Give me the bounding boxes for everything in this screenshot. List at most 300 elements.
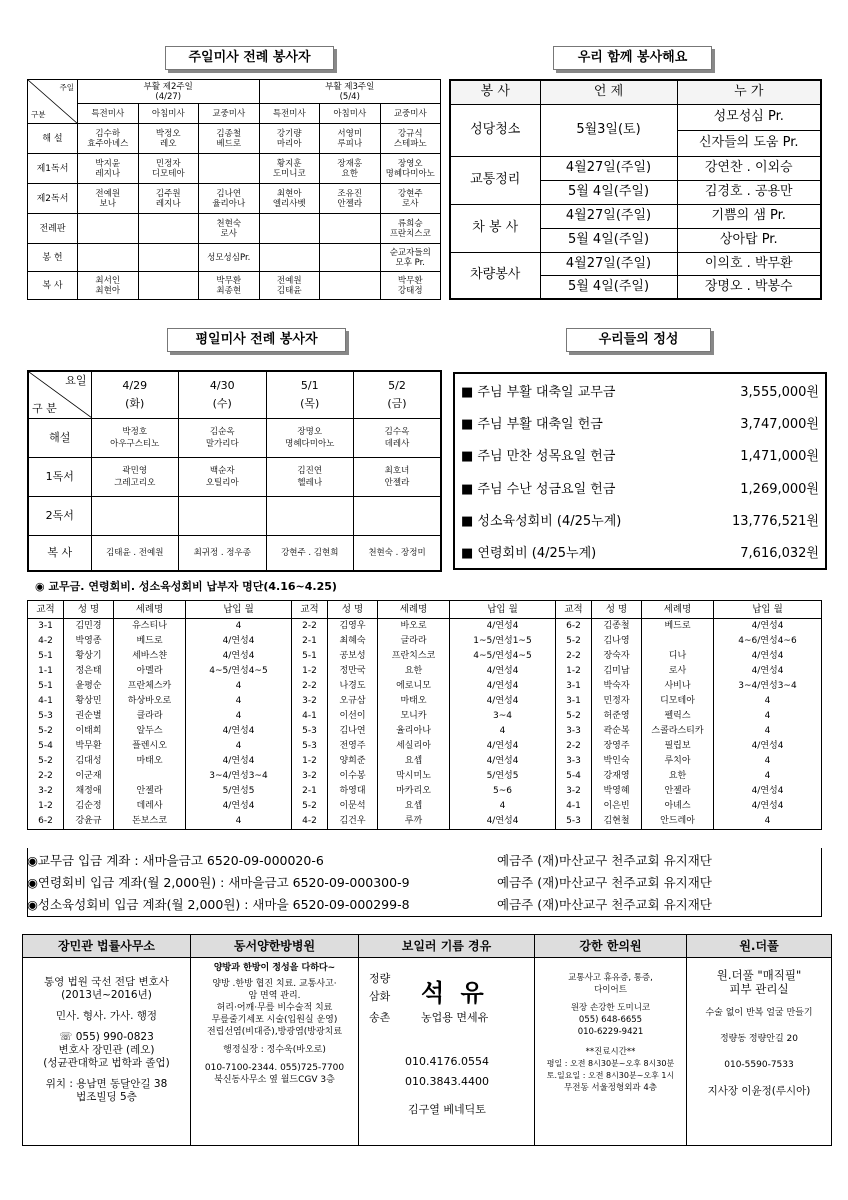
corner-top-label: 요일	[65, 374, 87, 387]
payer-cell: 나경도	[328, 679, 378, 694]
ad-line: 삼화	[369, 990, 391, 1003]
mass-header: 특전미사	[259, 104, 320, 124]
day-header: 5/2 (금)	[354, 371, 442, 419]
offering-amount: 3,747,000원	[740, 416, 819, 432]
payer-cell: 2-2	[556, 649, 592, 664]
who-cell: 성모성심 Pr.	[677, 104, 821, 130]
cell: 김진연 헬레나	[266, 458, 354, 497]
payer-cell: 바오로	[378, 619, 450, 635]
cell	[320, 272, 381, 300]
payer-cell: 4	[186, 679, 292, 694]
ad-body	[687, 958, 831, 1098]
group-name: 차 봉 사	[450, 204, 540, 252]
payer-cell: 안드레아	[642, 814, 714, 830]
together-table	[449, 79, 822, 300]
cell: 박지윤 레지나	[78, 154, 139, 184]
ad-line: 무전동 서울정형외과 4층	[564, 1083, 657, 1093]
ad-line: 교통사고 휴유증, 통증,	[568, 973, 653, 983]
ad-line: 다이어트	[594, 985, 627, 995]
cell: 최현아 엘리사벳	[259, 184, 320, 214]
cell: 장영오 명혜다미아노	[380, 154, 441, 184]
payer-cell: 필립보	[642, 739, 714, 754]
cell: 김태윤 . 전예원	[91, 536, 179, 571]
table-row	[28, 799, 822, 814]
payer-cell: 클라라	[114, 709, 186, 724]
payer-cell: 안젤라	[114, 784, 186, 799]
cell: 박무환 최종현	[199, 272, 260, 300]
payer-cell: 4/연성4	[186, 799, 292, 814]
ad-line: 북신동사무소 옆 월드CGV 3층	[214, 1075, 335, 1085]
ad-line: 055) 648-6655	[578, 1015, 643, 1025]
payer-cell: 황상기	[64, 649, 114, 664]
payer-cell: 이태희	[64, 724, 114, 739]
when-cell: 5월 4일(주일)	[540, 275, 677, 299]
ad-clinic	[535, 935, 687, 1145]
payer-cell: 4	[714, 709, 822, 724]
payer-cell: 마태오	[114, 754, 186, 769]
header-baptism: 세례명	[378, 601, 450, 619]
account-left: ◉연령회비 입금 계좌(월 2,000원) : 새마을금고 6520-09-000300-9	[27, 875, 410, 890]
payer-cell: 5/연성5	[186, 784, 292, 799]
ad-line: 전립선염(비대증),방광염(방광치료	[206, 1027, 343, 1037]
ad-line	[687, 1020, 831, 1032]
table-row	[28, 649, 822, 664]
payer-cell: 4-2	[292, 814, 328, 830]
table-row	[28, 694, 822, 709]
ad-line	[535, 1038, 686, 1046]
payer-cell: 요셉	[378, 799, 450, 814]
payer-cell: 4~5/연성4~5	[186, 664, 292, 679]
cell: 곽민영 그레고리오	[91, 458, 179, 497]
who-cell: 장명오 . 박봉수	[677, 275, 821, 299]
payer-cell: 강재영	[592, 769, 642, 784]
payer-cell: 프란체스카	[114, 679, 186, 694]
payer-cell: 모니카	[378, 709, 450, 724]
ad-hospital	[191, 935, 359, 1145]
cell	[91, 497, 179, 536]
payer-cell: 4/연성4	[186, 649, 292, 664]
cell: 전예원 보나	[78, 184, 139, 214]
payer-cell: 김대성	[64, 754, 114, 769]
header-month: 납입 월	[714, 601, 822, 619]
offering-amount: 1,269,000원	[740, 481, 819, 497]
account-right: 예금주 (재)마산교구 천주교회 유지재단	[497, 897, 712, 912]
header-month: 납입 월	[450, 601, 556, 619]
cell: 장재홍 요한	[320, 154, 381, 184]
ad-line: 010-7100-2344. 055)725-7700	[204, 1063, 345, 1073]
payer-cell: 곽순복	[592, 724, 642, 739]
group-name: 교통정리	[450, 156, 540, 204]
ad-line: 송촌	[369, 1011, 391, 1024]
payer-cell: 1-2	[28, 799, 64, 814]
payer-cell: 3-1	[28, 619, 64, 635]
mass-row	[28, 104, 441, 124]
payer-cell: 4/연성4	[186, 724, 292, 739]
payer-cell: 2-2	[292, 619, 328, 635]
ad-line: 행정실장 : 정수욱(바오로)	[223, 1045, 326, 1055]
table-row	[28, 664, 822, 679]
when-cell: 5월3일(토)	[540, 104, 677, 156]
offering-amount: 3,555,000원	[740, 384, 819, 400]
payer-cell: 베드로	[642, 619, 714, 635]
payer-cell: 1-2	[292, 664, 328, 679]
payer-cell: 최혜숙	[328, 634, 378, 649]
week2-header: 부활 제3주일 (5/4)	[259, 80, 441, 104]
offering-row	[455, 471, 825, 503]
weekday-row	[28, 419, 441, 458]
offering-label: ■ 주님 수난 성금요일 헌금	[461, 481, 616, 497]
payer-cell: 5-4	[28, 739, 64, 754]
payer-cell	[114, 769, 186, 784]
offering-row	[455, 535, 825, 567]
sunday-row	[28, 244, 441, 272]
payer-cell: 4/연성4	[450, 814, 556, 830]
cell	[266, 497, 354, 536]
offering-row	[455, 503, 825, 535]
payer-cell: 4/연성4	[714, 799, 822, 814]
payer-cell: 6-2	[28, 814, 64, 830]
cell	[78, 214, 139, 244]
payer-cell: 4/연성4	[714, 619, 822, 635]
payer-cell: 김나연	[328, 724, 378, 739]
payer-cell: 알두스	[114, 724, 186, 739]
ad-line: **진료시간**	[585, 1047, 636, 1057]
cell: 강현주 . 김현희	[266, 536, 354, 571]
payer-cell: 박무환	[64, 739, 114, 754]
payer-cell: 김나영	[592, 634, 642, 649]
cell: 박무환 강태정	[380, 272, 441, 300]
payer-cell: 요한	[642, 769, 714, 784]
payer-cell: 3-2	[556, 784, 592, 799]
header-parish: 교적	[556, 601, 592, 619]
payer-cell: 4~5/연성4~5	[450, 649, 556, 664]
table-row	[28, 709, 822, 724]
weekday-row	[28, 497, 441, 536]
header-month: 납입 월	[186, 601, 292, 619]
payer-cell: 안젤라	[642, 784, 714, 799]
cell: 천현숙 로사	[199, 214, 260, 244]
ad-line: 010.3843.4400	[405, 1075, 489, 1088]
day-header: 4/29 (화)	[91, 371, 179, 419]
header-service: 봉 사	[450, 80, 540, 104]
payer-cell: 아녜스	[642, 799, 714, 814]
payer-cell: 3-2	[292, 694, 328, 709]
payer-cell: 5/연성5	[450, 769, 556, 784]
payer-cell: 3-1	[556, 694, 592, 709]
payer-cell: 이선이	[328, 709, 378, 724]
payer-cell: 플렌시오	[114, 739, 186, 754]
cell: 박정오 레오	[138, 124, 199, 154]
accounts-frame	[27, 848, 822, 917]
ad-line: 수술 없이 반복 얼굴 만들기	[705, 1008, 813, 1018]
when-cell: 4월27일(주일)	[540, 156, 677, 180]
corner-bottom-label: 구 분	[32, 402, 57, 415]
sunday-title: 주일미사 전례 봉사자	[165, 46, 334, 70]
who-cell: 강연찬 . 이외승	[677, 156, 821, 180]
payer-cell: 1-1	[28, 664, 64, 679]
payer-cell: 5-4	[556, 769, 592, 784]
corner-top-label: 주일	[59, 83, 74, 92]
cell: 강현주 로사	[380, 184, 441, 214]
payer-cell: 4	[714, 769, 822, 784]
ad-line: 위치 : 용남면 동달안길 38	[45, 1078, 168, 1090]
payer-cell: 장숙자	[592, 649, 642, 664]
payer-cell: 마태오	[378, 694, 450, 709]
payer-cell: 채정애	[64, 784, 114, 799]
offering-label: ■ 주님 부활 대축일 헌금	[461, 416, 603, 432]
ad-line	[23, 1023, 190, 1031]
payer-cell: 5-1	[292, 649, 328, 664]
cell: 최호녀 안젤라	[354, 458, 442, 497]
ad-title: 원.더풀	[687, 935, 831, 958]
ad-title: 장민관 법률사무소	[23, 935, 190, 958]
cell: 민정자 디모테아	[138, 154, 199, 184]
payer-cell: 이문석	[328, 799, 378, 814]
row-label: 해설	[28, 419, 91, 458]
ad-body	[535, 958, 686, 1094]
ad-line: 통영 법원 국선 전담 변호사	[44, 976, 169, 988]
ad-line	[687, 1046, 831, 1058]
cell: 순교자들의 모후 Pr.	[380, 244, 441, 272]
payer-cell: 민정자	[592, 694, 642, 709]
account-left: ◉교무금 입금 계좌 : 새마을금고 6520-09-000020-6	[27, 853, 324, 868]
payer-cell: 김민경	[64, 619, 114, 635]
payer-cell: 아멜라	[114, 664, 186, 679]
ad-line: 정량	[369, 972, 391, 985]
cell: 김수하 효주아녜스	[78, 124, 139, 154]
row-label: 1독서	[28, 458, 91, 497]
offering-row	[455, 439, 825, 471]
payer-cell: 4/연성4	[450, 679, 556, 694]
payer-cell: 디나	[642, 649, 714, 664]
mass-header: 아침미사	[138, 104, 199, 124]
weekday-corner	[28, 371, 91, 419]
who-cell: 김경호 . 공용만	[677, 180, 821, 204]
payer-cell: 4/연성4	[714, 784, 822, 799]
payer-cell: 정만국	[328, 664, 378, 679]
ad-line: 010-5590-7533	[724, 1060, 794, 1070]
payer-cell: 4/연성4	[450, 754, 556, 769]
payer-cell: 사비나	[642, 679, 714, 694]
who-cell: 기쁨의 샘 Pr.	[677, 204, 821, 228]
payers-title: ◉ 교무금. 연령회비. 성소육성회비 납부자 명단(4.16~4.25)	[35, 580, 337, 593]
payer-cell: 3~4/연성3~4	[714, 679, 822, 694]
payer-cell: 루까	[378, 814, 450, 830]
group-name: 차량봉사	[450, 252, 540, 299]
payer-cell: 4	[450, 724, 556, 739]
table-row	[28, 724, 822, 739]
day-header: 4/30 (수)	[179, 371, 267, 419]
ad-body	[23, 958, 190, 1104]
sunday-corner	[28, 80, 78, 124]
payer-cell: 김미남	[592, 664, 642, 679]
payer-cell: 2-2	[556, 739, 592, 754]
payer-cell: 에로니모	[378, 679, 450, 694]
payer-cell: 4	[186, 709, 292, 724]
cell: 조유진 안젤라	[320, 184, 381, 214]
payer-cell: 이은빈	[592, 799, 642, 814]
cell	[179, 497, 267, 536]
payer-cell: 4	[714, 814, 822, 830]
payer-cell: 1-2	[292, 754, 328, 769]
ad-line: 토.일요일 : 오전 8시30분~오후 1시	[546, 1071, 675, 1080]
payer-cell: 율리아나	[378, 724, 450, 739]
payer-cell: 오규삼	[328, 694, 378, 709]
payer-cell: 4	[714, 754, 822, 769]
payer-cell: 4	[450, 799, 556, 814]
cell	[259, 244, 320, 272]
payer-cell: 4	[186, 739, 292, 754]
table-row	[28, 634, 822, 649]
together-title: 우리 함께 봉사해요	[553, 46, 712, 70]
ad-law-office	[23, 935, 191, 1145]
weekday-servers-table	[27, 370, 442, 572]
payer-cell: 3-3	[556, 724, 592, 739]
when-cell: 4월27일(주일)	[540, 252, 677, 275]
cell: 류희승 프란치스코	[380, 214, 441, 244]
payer-cell: 5-2	[292, 799, 328, 814]
cell	[78, 244, 139, 272]
payer-cell: 권순별	[64, 709, 114, 724]
payer-cell: 5-2	[556, 709, 592, 724]
weekday-title: 평일미사 전례 봉사자	[167, 328, 346, 352]
offering-amount: 13,776,521원	[732, 513, 819, 529]
payer-cell: 3~4	[450, 709, 556, 724]
payer-cell: 정은태	[64, 664, 114, 679]
who-cell: 상아탑 Pr.	[677, 228, 821, 252]
offering-row	[455, 406, 825, 438]
sunday-servers-table	[27, 79, 441, 300]
row-label: 2독서	[28, 497, 91, 536]
payer-cell: 유스티나	[114, 619, 186, 635]
payer-cell: 5-3	[28, 709, 64, 724]
mass-header: 특전미사	[78, 104, 139, 124]
payer-cell: 황상민	[64, 694, 114, 709]
payer-cell: 4-1	[556, 799, 592, 814]
ad-skincare	[687, 935, 831, 1145]
cell: 김주원 레지나	[138, 184, 199, 214]
header-parish: 교적	[28, 601, 64, 619]
ad-line: 변호사 장민관 (레오)	[58, 1044, 155, 1056]
offering-label: ■ 연령회비 (4/25누계)	[461, 546, 597, 562]
ad-line: 허리·어깨·무릎 비수술적 치료	[216, 1003, 333, 1013]
cell: 김순옥 말가리다	[179, 419, 267, 458]
offering-amount: 1,471,000원	[740, 449, 819, 465]
payer-cell: 5-2	[556, 634, 592, 649]
payer-cell: 허준영	[592, 709, 642, 724]
offering-row	[455, 374, 825, 406]
sunday-row	[28, 272, 441, 300]
payer-cell: 4/연성4	[450, 739, 556, 754]
cell: 최서인 최현아	[78, 272, 139, 300]
mass-header: 아침미사	[320, 104, 381, 124]
group-name: 성당청소	[450, 104, 540, 156]
payer-cell: 4/연성4	[450, 694, 556, 709]
offering-title: 우리들의 정성	[566, 328, 711, 352]
cell: 강기량 마리아	[259, 124, 320, 154]
row-label: 봉 헌	[28, 244, 78, 272]
cell	[320, 214, 381, 244]
payer-cell: 박영혜	[592, 784, 642, 799]
payer-cell: 5-3	[556, 814, 592, 830]
cell	[354, 497, 442, 536]
payer-cell: 공보성	[328, 649, 378, 664]
sunday-row	[28, 214, 441, 244]
cell: 전예원 김태윤	[259, 272, 320, 300]
payer-cell: 3-2	[292, 769, 328, 784]
ad-line	[687, 1072, 831, 1084]
payer-cell: 스콜라스티카	[642, 724, 714, 739]
payer-cell: 하상바오로	[114, 694, 186, 709]
ad-line: 010.4176.0554	[405, 1055, 489, 1068]
payer-cell: 윤평순	[64, 679, 114, 694]
cell: 김종철 베드로	[199, 124, 260, 154]
row-label: 복 사	[28, 536, 91, 571]
ad-line: 양방과 한방이 정성을 다하다~	[213, 963, 336, 973]
table-row	[28, 784, 822, 799]
payer-cell: 4/연성4	[450, 619, 556, 635]
cell: 천현숙 . 장정미	[354, 536, 442, 571]
ad-line	[23, 1002, 190, 1010]
table-row	[28, 739, 822, 754]
header-baptism: 세례명	[642, 601, 714, 619]
cell: 서영미 루피나	[320, 124, 381, 154]
cell: 강규식 스테파노	[380, 124, 441, 154]
weekday-row	[28, 458, 441, 497]
ad-line: (2013년~2016년)	[61, 989, 152, 1001]
cell	[320, 244, 381, 272]
payer-cell: 1-2	[556, 664, 592, 679]
ad-line: (성균관대학교 법학과 졸업)	[43, 1057, 170, 1069]
cell: 성모성심Pr.	[199, 244, 260, 272]
payer-cell: 4-2	[28, 634, 64, 649]
payer-cell: 4/연성4	[714, 649, 822, 664]
payer-cell: 로사	[642, 664, 714, 679]
ad-line: 암 면역 관리.	[248, 991, 301, 1001]
offering-box	[453, 372, 827, 570]
cell: 박정호 아우구스티노	[91, 419, 179, 458]
offering-label: ■ 주님 부활 대축일 교무금	[461, 384, 616, 400]
payer-cell: 김현철	[592, 814, 642, 830]
ad-line: 피부 관리실	[729, 982, 789, 996]
payer-cell: 4/연성4	[186, 754, 292, 769]
account-right: 예금주 (재)마산교구 천주교회 유지재단	[497, 875, 712, 890]
ad-headline: 석 유	[421, 979, 488, 1007]
payer-cell: 요한	[378, 664, 450, 679]
payer-cell: 막시미노	[378, 769, 450, 784]
payer-cell: 3-2	[28, 784, 64, 799]
header-parish: 교적	[292, 601, 328, 619]
offering-amount: 7,616,032원	[740, 546, 819, 562]
payer-cell: 4	[186, 814, 292, 830]
payer-cell: 전영주	[328, 739, 378, 754]
ad-line: 양방 .한방 협진 치료. 교통사고·	[212, 979, 337, 989]
header-when: 언 제	[540, 80, 677, 104]
cell	[199, 154, 260, 184]
sunday-row	[28, 124, 441, 154]
cell: 최귀정 . 정우종	[179, 536, 267, 571]
ad-line: 평일 : 오전 8시30분~오후 8시30분	[546, 1059, 675, 1068]
payer-cell: 박인숙	[592, 754, 642, 769]
payer-cell: 4	[186, 694, 292, 709]
who-cell: 신자들의 도움 Pr.	[677, 130, 821, 156]
sunday-row	[28, 184, 441, 214]
payer-cell: 2-2	[292, 679, 328, 694]
payer-cell: 디모테아	[642, 694, 714, 709]
payer-cell: 이군재	[64, 769, 114, 784]
payer-cell: 2-1	[292, 784, 328, 799]
payer-cell: 5-1	[28, 679, 64, 694]
